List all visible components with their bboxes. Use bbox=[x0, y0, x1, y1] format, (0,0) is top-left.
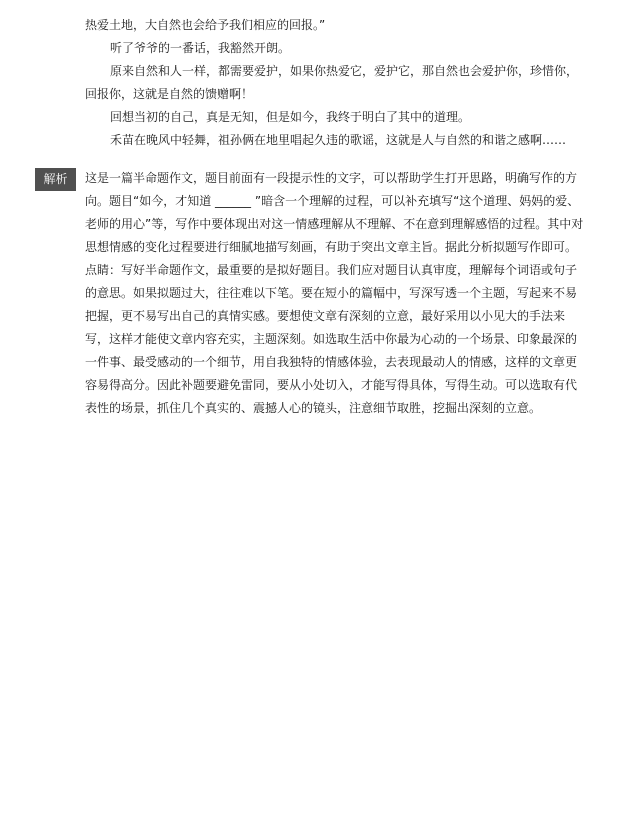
analysis-section bbox=[85, 167, 585, 420]
essay-paragraph: 禾苗在晚风中轻舞，祖孙俩在地里唱起久违的歌谣，这就是人与自然的和谐之感啊…… bbox=[110, 133, 567, 147]
essay-paragraph: 热爱土地，大自然也会给予我们相应的回报。” bbox=[85, 18, 326, 32]
analysis-label: 解析 bbox=[35, 168, 76, 191]
analysis-paragraph: 这是一篇半命题作文，题目前面有一段提示性的文字，可以帮助学生打开思路，明确写作的方向。题目“如今，才知道 ______ ”暗含一个理解的过程，可以补充填写“这个道理、妈妈的爱、老师的用心”等，写作中要体现出对这一情感理解从不理解、不在意到理解感悟的过程。其中对思想情感的变化过程要进行细腻地描写刻画，有助于突出文章主旨。据此分析拟题写作即可。 bbox=[85, 171, 584, 254]
essay-paragraph: 原来自然和人一样，都需要爱护，如果你热爱它，爱护它，那自然也会爱护你，珍惜你，回报你，这就是自然的馈赠啊！ bbox=[85, 64, 579, 101]
tips-paragraph: 点睛：写好半命题作文，最重要的是拟好题目。我们应对题目认真审度，理解每个词语或句子的意思。如果拟题过大，往往难以下笔。要在短小的篇幅中，写深写透一个主题，写起来不易把握，更不易写出自己的真情实感。要想使文章有深刻的立意，最好采用以小见大的手法来写，这样才能使文章内容充实，主题深刻。如选取生活中你最为心动的一个场景、印象最深的一件事、最受感动的一个细节，用自我独特的情感体验，去表现最动人的情感，这样的文章更容易得高分。因此补题要避免雷同，要从小处切入，才能写得具体，写得生动。可以选取有代表性的场景，抓住几个真实的、震撼人心的镜头，注意细节取胜，挖掘出深刻的立意。 bbox=[85, 263, 578, 415]
essay-excerpt bbox=[85, 14, 585, 152]
essay-paragraph: 回想当初的自己，真是无知，但是如今，我终于明白了其中的道理。 bbox=[110, 110, 471, 124]
essay-paragraph: 听了爷爷的一番话，我豁然开朗。 bbox=[110, 41, 291, 55]
